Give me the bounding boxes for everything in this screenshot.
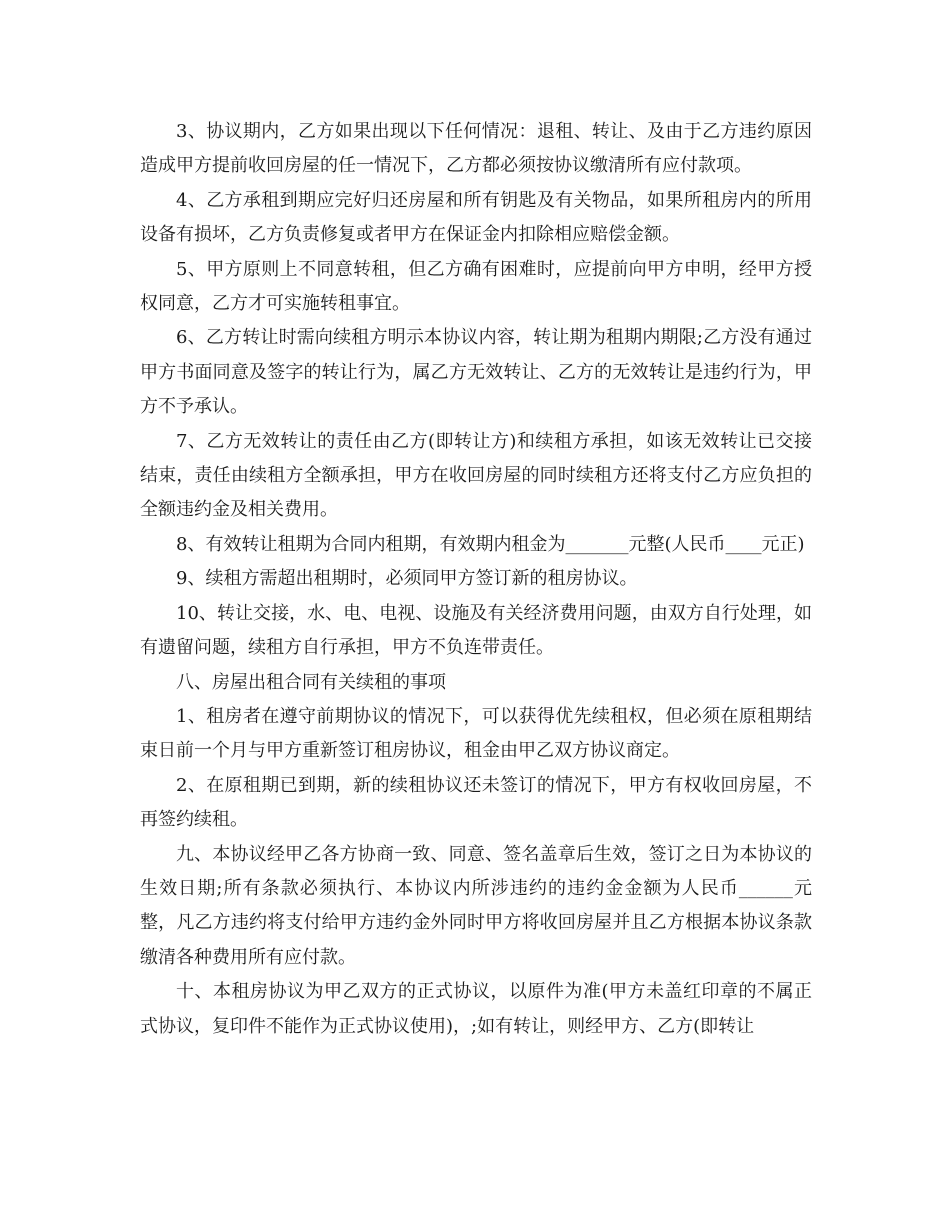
paragraph-clause-6: 6、乙方转让时需向续租方明示本协议内容，转让期为租期内期限;乙方没有通过甲方书面同意及签字的转让行为，属乙方无效转让、乙方的无效转让是违约行为，甲方不予承认。 bbox=[140, 327, 812, 418]
paragraph-clause-9: 9、续租方需超出租期时，必须同甲方签订新的租房协议。 bbox=[176, 568, 638, 590]
paragraph-renewal-1: 1、租房者在遵守前期协议的情况下，可以获得优先续租权，但必须在原租期结束日前一个月与甲方重新签订租房协议，租金由甲乙双方协议商定。 bbox=[140, 705, 812, 762]
paragraph-section-10: 十、本租房协议为甲乙双方的正式协议，以原件为准(甲方未盖红印章的不属正式协议，复印件不能作为正式协议使用)，;如有转让，则经甲方、乙方(即转让 bbox=[140, 981, 812, 1037]
paragraph-clause-3: 3、协议期内，乙方如果出现以下任何情况：退租、转让、及由于乙方违约原因造成甲方提前收回房屋的任一情况下，乙方都必须按协议缴清所有应付款项。 bbox=[140, 121, 812, 177]
paragraph-clause-4: 4、乙方承租到期应完好归还房屋和所有钥匙及有关物品，如果所租房内的所用设备有损坏，乙方负责修复或者甲方在保证金内扣除相应赔偿金额。 bbox=[140, 189, 812, 246]
paragraph-clause-8: 8、有效转让租期为合同内租期，有效期内租金为_______元整(人民币____元正) bbox=[176, 533, 805, 555]
paragraph-section-9: 九、本协议经甲乙各方协商一致、同意、签名盖章后生效，签订之日为本协议的生效日期;所有条款必须执行、本协议内所涉违约的违约金金额为人民币______元整，凡乙方违约将支付给甲方违约金外同时甲方将收回房屋并且乙方根据本协议条款缴清各种费用所有应付款。 bbox=[140, 843, 812, 968]
paragraph-clause-10: 10、转让交接，水、电、电视、设施及有关经济费用问题，由双方自行处理，如有遗留问题，续租方自行承担，甲方不负连带责任。 bbox=[140, 602, 812, 659]
section-heading-renewal: 八、房屋出租合同有关续租的事项 bbox=[176, 671, 446, 693]
document-body bbox=[140, 115, 812, 1044]
paragraph-clause-5: 5、甲方原则上不同意转租，但乙方确有困难时，应提前向甲方申明，经甲方授权同意，乙方才可实施转租事宜。 bbox=[140, 258, 812, 315]
paragraph-clause-7: 7、乙方无效转让的责任由乙方(即转让方)和续租方承担，如该无效转让已交接结束，责任由续租方全额承担，甲方在收回房屋的同时续租方还将支付乙方应负担的全额违约金及相关费用。 bbox=[140, 430, 812, 521]
paragraph-renewal-2: 2、在原租期已到期，新的续租协议还未签订的情况下，甲方有权收回房屋，不再签约续租。 bbox=[140, 774, 812, 831]
